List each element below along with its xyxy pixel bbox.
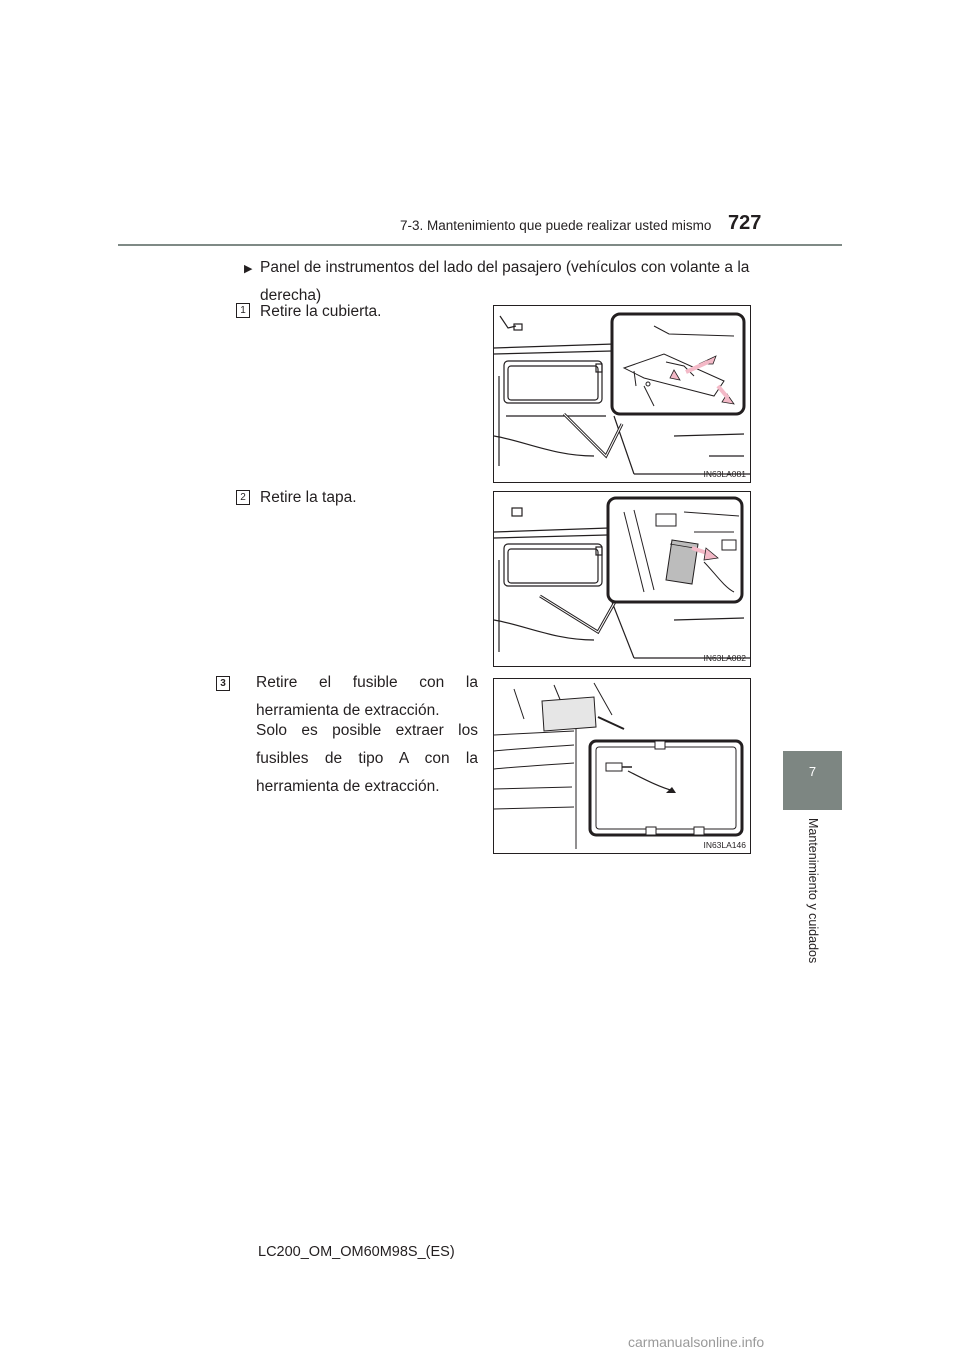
watermark: carmanualsonline.info bbox=[628, 1334, 765, 1350]
dashboard-illustration-2 bbox=[494, 492, 750, 666]
figure-code: IN63LA146 bbox=[703, 840, 746, 850]
dashboard-illustration-1 bbox=[494, 306, 750, 482]
chapter-label bbox=[804, 818, 820, 978]
step-3-note: Solo es posible extraer los fusibles de tipo A con la herramienta de extracción. bbox=[256, 722, 478, 795]
figure-code: IN63LA082 bbox=[703, 653, 746, 663]
section-title: 7-3. Mantenimiento que puede realizar usted mismo bbox=[400, 218, 712, 233]
step-3-text: Retire el fusible con la herramienta de extracción. bbox=[256, 674, 478, 719]
chapter-tab bbox=[783, 751, 842, 810]
figure-remove-cover bbox=[493, 305, 751, 483]
chapter-label-text: Mantenimiento y cuidados bbox=[806, 818, 820, 964]
header-divider bbox=[118, 244, 842, 246]
figure-code: IN63LA081 bbox=[703, 469, 746, 479]
section-heading: Panel de instrumentos del lado del pasajero (vehículos con volante a la derecha) bbox=[260, 259, 750, 304]
page-number: 727 bbox=[728, 212, 762, 234]
figure-fuse-extraction bbox=[493, 678, 751, 854]
fuse-box-illustration bbox=[494, 679, 750, 853]
triangle-bullet-icon: ▶ bbox=[244, 263, 253, 275]
figure-remove-lid bbox=[493, 491, 751, 667]
step-number-1: 1 bbox=[236, 303, 250, 318]
step-number-3: 3 bbox=[216, 676, 230, 691]
manual-code: LC200_OM_OM60M98S_(ES) bbox=[258, 1244, 455, 1260]
step-2-text: Retire la tapa. bbox=[260, 489, 357, 506]
step-number-2: 2 bbox=[236, 490, 250, 505]
step-1-text: Retire la cubierta. bbox=[260, 303, 382, 320]
chapter-number: 7 bbox=[808, 764, 817, 779]
